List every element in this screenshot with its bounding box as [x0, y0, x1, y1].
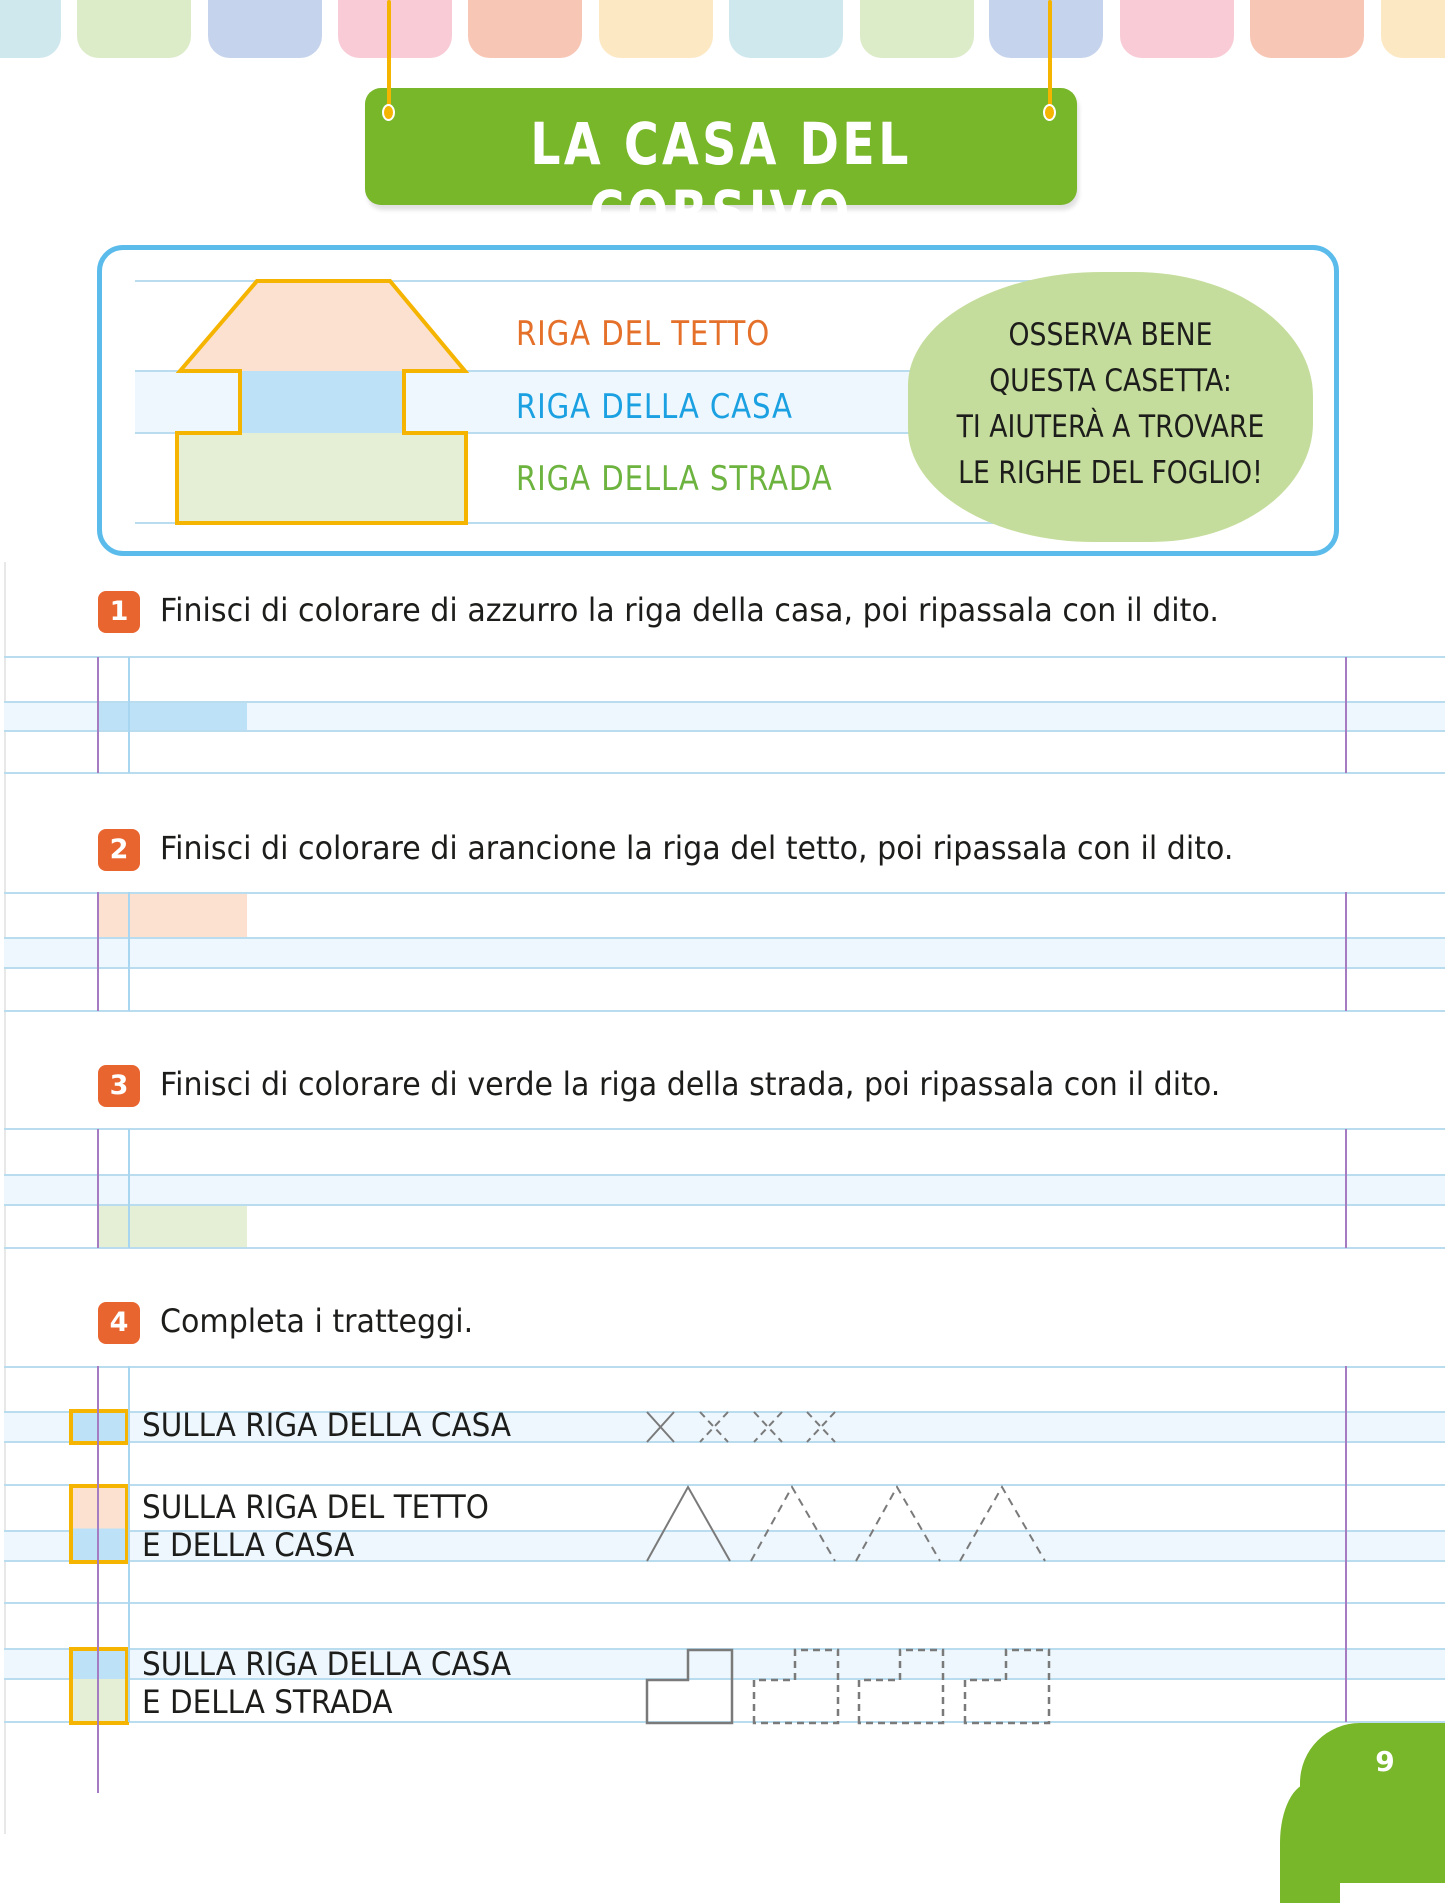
awning-tab	[729, 0, 843, 58]
inner-margin-line	[128, 1366, 130, 1722]
legend-box-casa	[69, 1409, 129, 1445]
sign-string-left	[387, 0, 391, 110]
item-3-line1: SULLA RIGA DELLA CASA	[142, 1645, 511, 1683]
exercise-3-instruction: Finisci di colorare di verde la riga della strada, poi ripassala con il dito.	[160, 1065, 1221, 1103]
base-fill	[177, 433, 466, 523]
rule-line	[4, 730, 1445, 732]
awning-tab	[860, 0, 974, 58]
roof-fill	[180, 281, 465, 371]
x-marks-pattern[interactable]	[640, 1408, 880, 1448]
rule-line	[4, 1010, 1445, 1012]
sign-hole-left	[382, 104, 395, 121]
right-margin-line	[1345, 657, 1347, 773]
sign-string-right	[1048, 0, 1052, 110]
awning-tab	[989, 0, 1103, 58]
speech-line: QUESTA CASETTA:	[989, 363, 1232, 399]
legend-box-tetto-casa	[69, 1484, 129, 1564]
right-margin-line	[1345, 892, 1347, 1011]
rule-line	[4, 1247, 1445, 1249]
awning-tab	[468, 0, 582, 58]
speech-line: OSSERVA BENE	[1008, 317, 1213, 353]
speech-text	[936, 312, 1284, 496]
item-2-line2: E DELLA CASA	[142, 1526, 355, 1564]
item-2-line1: SULLA RIGA DEL TETTO	[142, 1488, 489, 1526]
rule-line	[4, 1128, 1445, 1130]
page-number: 9	[1375, 1745, 1395, 1778]
rule-line	[4, 656, 1445, 658]
speech-line: LE RIGHE DEL FOGLIO!	[958, 455, 1263, 491]
awning-tab	[1250, 0, 1364, 58]
rule-line	[4, 772, 1445, 774]
orange-fill-sample	[99, 894, 247, 937]
legend-box-casa-strada	[69, 1647, 129, 1725]
item-1-label	[142, 1406, 511, 1444]
item-1-line1: SULLA RIGA DELLA CASA	[142, 1406, 511, 1444]
rule-line	[4, 937, 1445, 939]
body-fill	[240, 371, 404, 433]
item-3-label	[142, 1645, 511, 1721]
exercise-2-badge: 2	[98, 829, 140, 871]
right-margin-line	[1345, 1129, 1347, 1248]
inner-margin-line	[128, 892, 130, 1011]
left-margin-line	[97, 1129, 99, 1248]
riga-tetto-label: RIGA DEL TETTO	[516, 314, 771, 354]
riga-strada-label: RIGA DELLA STRADA	[516, 459, 833, 499]
rule-line	[4, 1366, 1445, 1368]
green-fill-sample	[99, 1206, 247, 1247]
awning-tab	[338, 0, 452, 58]
rule-line	[4, 1174, 1445, 1176]
casa-band	[4, 938, 1445, 967]
left-margin-line	[97, 892, 99, 1011]
inner-margin-line	[128, 657, 130, 773]
right-margin-line	[1345, 1366, 1347, 1722]
riga-casa-label: RIGA DELLA CASA	[516, 387, 793, 427]
rule-line	[4, 1602, 1445, 1604]
item-3-line2: E DELLA STRADA	[142, 1683, 393, 1721]
house-diagram	[170, 275, 480, 531]
speech-blob	[908, 272, 1313, 542]
exercise-3-badge: 3	[98, 1065, 140, 1107]
left-margin-line	[97, 1366, 99, 1793]
awning-tab	[1381, 0, 1445, 58]
exercise-1-instruction: Finisci di colorare di azzurro la riga della casa, poi ripassala con il dito.	[160, 591, 1219, 629]
left-margin-line	[97, 657, 99, 773]
speech-line: TI AIUTERÀ A TROVARE	[956, 409, 1265, 445]
rule-line	[4, 967, 1445, 969]
awning-tab	[599, 0, 713, 58]
awning-tab	[1120, 0, 1234, 58]
inner-margin-line	[128, 1129, 130, 1248]
exercise-4-instruction: Completa i tratteggi.	[160, 1302, 474, 1340]
casa-band	[4, 1175, 1445, 1204]
item-2-label	[142, 1488, 489, 1564]
page-title: LA CASA DEL CORSIVO	[530, 110, 912, 246]
blue-fill-sample	[99, 703, 247, 730]
sign-hole-right	[1043, 104, 1056, 121]
exercise-4-badge: 4	[98, 1302, 140, 1344]
exercise-2-instruction: Finisci di colorare di arancione la riga del tetto, poi ripassala con il dito.	[160, 829, 1234, 867]
awning-tab	[77, 0, 191, 58]
steps-pattern[interactable]	[640, 1644, 1060, 1728]
peaks-pattern[interactable]	[640, 1482, 1060, 1566]
title-sign	[365, 88, 1077, 246]
awning-tab	[0, 0, 61, 58]
awning-tab	[208, 0, 322, 58]
exercise-1-badge: 1	[98, 591, 140, 633]
